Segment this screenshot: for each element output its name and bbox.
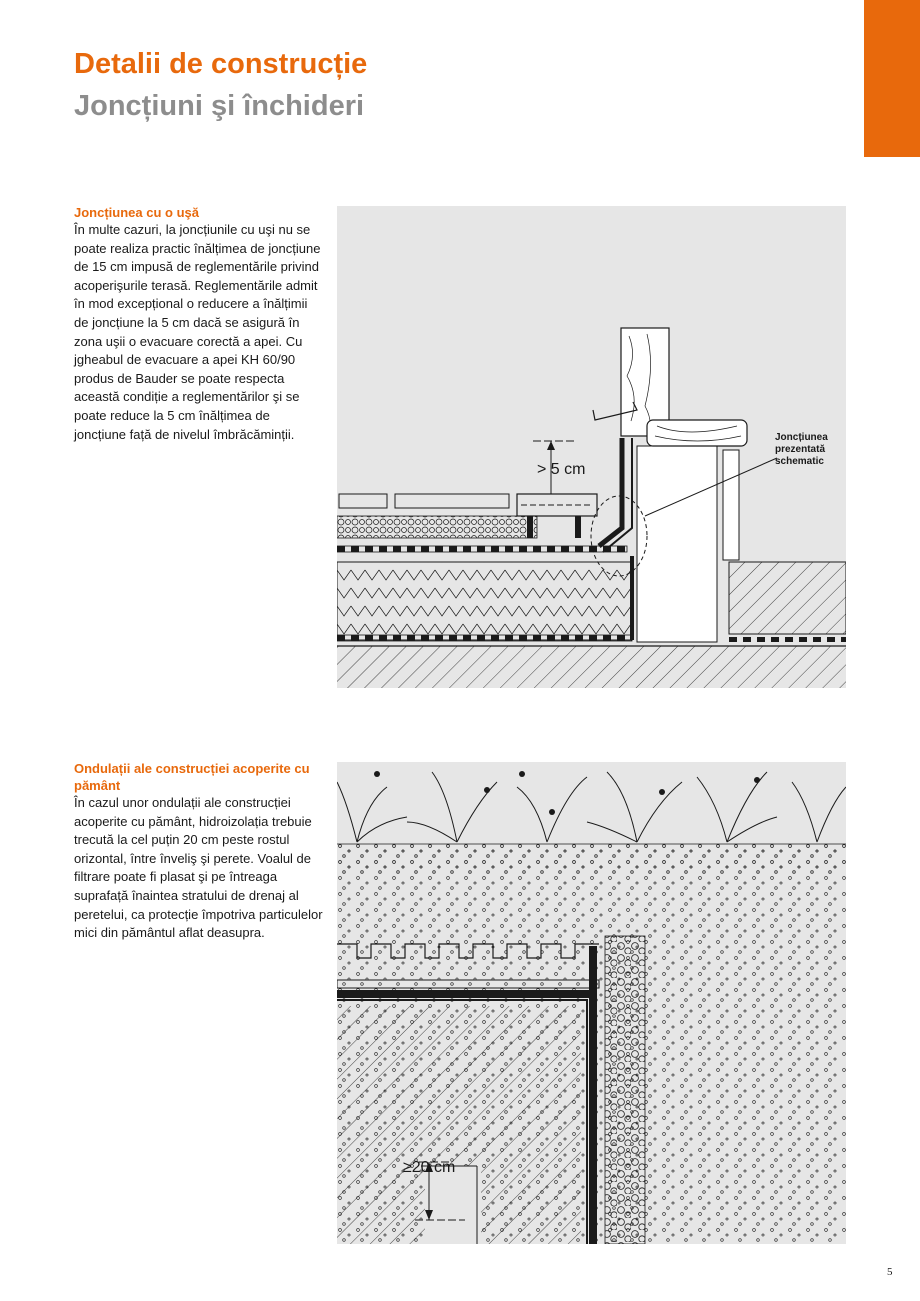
- dimension-label: > 5 cm: [537, 461, 586, 478]
- page-number: 5: [887, 1266, 893, 1278]
- orange-corner-tab: [864, 0, 920, 157]
- section-earth-covered: [74, 760, 324, 943]
- door-junction-drawing: [337, 206, 846, 688]
- page-title: Detalii de construcție: [74, 48, 368, 80]
- callout-line-2: prezentată: [775, 444, 826, 455]
- dimension-label: ≥20 cm: [403, 1159, 456, 1176]
- callout-line-1: Joncțiunea: [775, 432, 828, 443]
- section-body: În cazul unor ondulații ale construcției acoperite cu pământ, hidroizolația trebuie trecută la cel puțin 20 cm peste rostul orizontal, între înveliş şi perete. Voalul de filtrare poate fi plasat şi pe întreaga suprafață înaintea stratului de drenaj al peretelui, ca protecție împotriva particulelor mici din pământul aflat deasupra.: [74, 795, 323, 941]
- earth-covered-drawing: [337, 762, 846, 1244]
- section-heading: Ondulații ale construcției acoperite cu pământ: [74, 761, 310, 793]
- section-heading: Joncțiunea cu o uşă: [74, 205, 199, 220]
- page-subtitle: Joncțiuni şi închideri: [74, 90, 365, 122]
- callout-line-3: schematic: [775, 456, 824, 467]
- section-body: În multe cazuri, la joncțiunile cu uşi nu se poate realiza practic înălțimea de joncțiune de 15 cm impusă de reglementările privind acoperişurile terasă. Reglementările admit în mod excepțional o reducere a înălțimii de joncțiune la 5 cm dacă se asigură în zona uşii o evacuare corectă a apei. Cu jgheabul de evacuare a apei KH 60/90 produs de Bauder se poate respecta această condiție a reglementărilor şi se poate reduce la 5 cm înălțimea de joncțiune față de nivelul îmbrăcăminții.: [74, 222, 321, 442]
- section-door-junction: [74, 204, 324, 444]
